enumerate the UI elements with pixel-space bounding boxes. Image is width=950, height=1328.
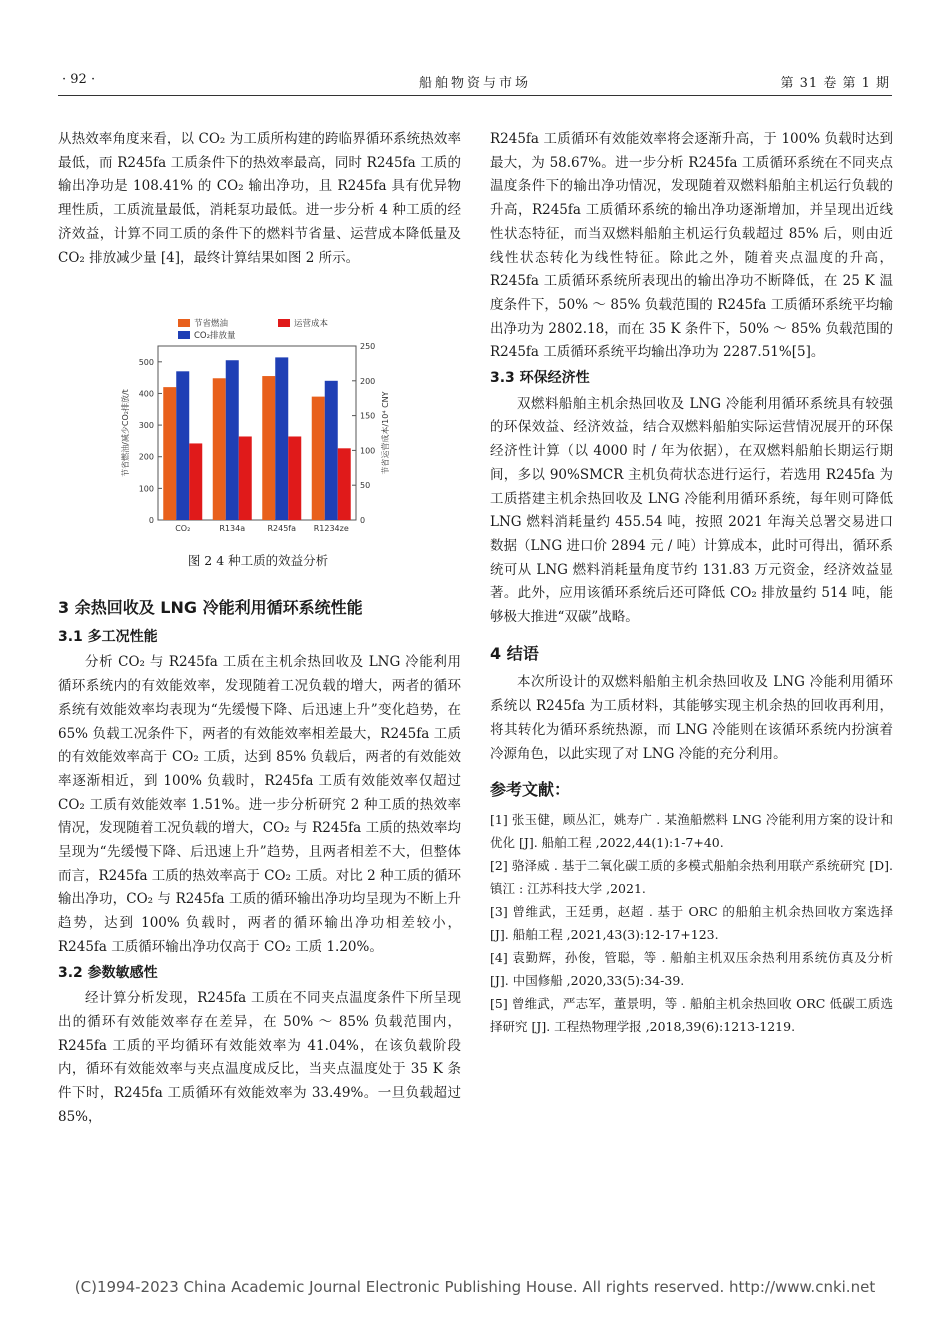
legend-label: 节省燃油 bbox=[194, 319, 229, 329]
legend-label: CO₂排放量 bbox=[194, 331, 236, 341]
y-right-axis-label: 节省运营成本/10⁴ CNY bbox=[381, 391, 390, 475]
reference-item: [4] 袁勤辉，孙俊，管聪，等 . 船舶主机双压余热利用系统仿真及分析 [J]. 中国修船 ,2020,33(5):34-39. bbox=[490, 949, 893, 988]
section-4-paragraph: 本次所设计的双燃料船舶主机余热回收及 LNG 冷能利用循环系统以 R245fa 为工质材料，其能够实现主机余热的回收再利用，将其转化为循环系统热源，而 LNG 冷能则在该循环系统内扮演着冷源角色，以此实现了对 LNG 冷能的充分利用。 bbox=[490, 674, 893, 762]
x-tick-label: R1234ze bbox=[313, 524, 349, 533]
y-left-tick-label: 400 bbox=[138, 389, 154, 399]
y-left-tick-label: 0 bbox=[148, 516, 154, 525]
section-3-1-title: 3.1 多工况性能 bbox=[58, 628, 158, 645]
y-left-tick-label: 500 bbox=[138, 357, 154, 367]
y-right-tick-label: 250 bbox=[360, 342, 376, 351]
right-column bbox=[490, 128, 893, 1038]
reference-item: [1] 张玉健，顾丛汇，姚寿广 . 某渔船燃料 LNG 冷能利用方案的设计和优化 [J]. 船舶工程 ,2022,44(1):1-7+40. bbox=[490, 811, 893, 850]
bar-CO₂排放量-R134a bbox=[226, 360, 239, 520]
section-3-3-paragraph: 双燃料船舶主机余热回收及 LNG 冷能利用循环系统具有较强的环保效益、经济效益，结合双燃料船舶实际运营情况展开的环保经济性计算（以 4000 时 / 年为依据），在双燃料船舶长期运行期间，多以 90%SMCR 主机负荷状态进行运行，若选用 R245fa 为工质搭建主机余热回收及 LNG 冷能利用循环系统，每年则可降低 LNG 燃料消耗量约 455.54 吨，按照 2021 年海关总署交易进口数据（LNG 进口价 2894 元 / 吨）计算成本，此时可得出，循环系统可从 LNG 燃料消耗量角度节约 131.83 万元资金，经济效益显著。此外，应用该循环系统后还可降低 CO₂ 排放量约 514 吨，能够极大推进“双碳”战略。 bbox=[490, 395, 893, 626]
benefit-chart bbox=[108, 312, 438, 542]
y-right-tick-label: 50 bbox=[360, 481, 371, 491]
y-left-tick-label: 200 bbox=[138, 452, 154, 462]
bar-节省燃油-CO₂ bbox=[163, 387, 176, 520]
bar-运营成本-R134a bbox=[239, 436, 252, 520]
y-right-tick-label: 0 bbox=[360, 516, 366, 525]
y-left-axis-label: 节省燃油/减少CO₂排放/t bbox=[121, 389, 130, 477]
legend-swatch bbox=[178, 331, 190, 339]
section-3-3-title: 3.3 环保经济性 bbox=[490, 370, 590, 387]
bar-运营成本-R245fa bbox=[288, 436, 301, 520]
section-3-2-paragraph: 经计算分析发现，R245fa 工质在不同夹点温度条件下所呈现出的循环有效能效率存在差异，在 50% ～ 85% 负载范围内，R245fa 工质的平均循环有效能效率为 41.04%，在该负载阶段内，循环有效能效率与夹点温度成反比，当夹点温度处于 35 K 条件下时，R245fa 工质循环有效能效率为 33.49%。一旦负载超过 85%， bbox=[58, 990, 461, 1125]
section-3-1-paragraph: 分析 CO₂ 与 R245fa 工质在主机余热回收及 LNG 冷能利用循环系统内的有效能效率，发现随着工况负载的增大，两者的循环系统有效能效率均表现为“先缓慢下降、后迅速上升”变化趋势，在 65% 负载工况条件下，两者的有效能效率相差最大，R245fa 工质的有效能效率高于 CO₂ 工质，达到 85% 负载后，两者的有效能效率逐渐相近，到 100% 负载时，R245fa 工质有效能效率仅超过 CO₂ 工质有效能效率 1.51%。进一步分析研究 2 种工质的热效率情况，发现随着工况负载的增大，CO₂ 与 R245fa 工质的热效率均呈现为“先缓慢下降、后迅速上升”趋势，且两者相差不大，但整体而言，R245fa 工质的热效率高于 CO₂ 工质。对比 2 种工质的循环输出净功，CO₂ 与 R245fa 工质的循环输出净功均呈现为不断上升趋势，达到 100% 负载时，两者的循环输出净功相差较小，R245fa 工质循环输出净功仅高于 CO₂ 工质 1.20%。 bbox=[58, 654, 461, 955]
x-tick-label: R134a bbox=[219, 524, 246, 533]
section-3-2-title: 3.2 参数敏感性 bbox=[58, 964, 158, 981]
bar-节省燃油-R1234ze bbox=[312, 397, 325, 520]
y-right-tick-label: 100 bbox=[360, 446, 376, 456]
x-tick-label: R245fa bbox=[267, 524, 297, 533]
journal-title: 船舶物资与市场 bbox=[418, 76, 531, 91]
reference-item: [3] 曾维武，王廷勇，赵超 . 基于 ORC 的船舶主机余热回收方案选择 [J]. 船舶工程 ,2021,43(3):12-17+123. bbox=[490, 903, 893, 942]
reference-item: [2] 骆泽威 . 基于二氧化碳工质的多模式船舶余热利用联产系统研究 [D]. 镇江 : 江苏科技大学 ,2021. bbox=[490, 857, 893, 896]
left-column-top bbox=[58, 128, 461, 270]
bar-运营成本-R1234ze bbox=[338, 448, 351, 520]
reference-item: [5] 曾维武，严志军，董景明，等 . 船舶主机余热回收 ORC 低碳工质选择研究 [J]. 工程热物理学报 ,2018,39(6):1213-1219. bbox=[490, 995, 893, 1034]
section-4-title: 4 结语 bbox=[490, 643, 539, 663]
intro-paragraph: 从热效率角度来看，以 CO₂ 为工质所构建的跨临界循环系统热效率最低，而 R245fa 工质条件下的热效率最高，同时 R245fa 工质的输出净功是 108.41% 的 CO₂ 输出净功，且 R245fa 具有优异物理性质，工质流量最低，消耗泵功最低。进一步分析 4 种工质的经济效益，计算不同工质的条件下的燃料节省量、运营成本降低量及 CO₂ 排放减少量 [4]，最终计算结果如图 2 所示。 bbox=[58, 131, 461, 266]
bar-CO₂排放量-CO₂ bbox=[176, 371, 189, 520]
copyright-footer: (C)1994-2023 China Academic Journal Electronic Publishing House. All rights reserved. http://www.cnki.net bbox=[74, 1278, 876, 1296]
y-left-tick-label: 100 bbox=[138, 484, 154, 494]
y-right-tick-label: 150 bbox=[360, 411, 376, 421]
issue-label: 第 31 卷 第 1 期 bbox=[780, 76, 890, 91]
bar-节省燃油-R134a bbox=[213, 378, 226, 520]
reference-list bbox=[490, 808, 893, 1038]
y-right-tick-label: 200 bbox=[360, 376, 376, 386]
references-title: 参考文献： bbox=[490, 780, 571, 800]
page-number: · 92 · bbox=[62, 72, 96, 87]
bar-节省燃油-R245fa bbox=[262, 376, 275, 520]
y-left-tick-label: 300 bbox=[138, 421, 154, 431]
legend-label: 运营成本 bbox=[294, 319, 329, 329]
legend-swatch bbox=[278, 319, 290, 327]
section-3-title: 3 余热回收及 LNG 冷能利用循环系统性能 bbox=[58, 598, 363, 617]
legend-swatch bbox=[178, 319, 190, 327]
x-tick-label: CO₂ bbox=[175, 524, 191, 533]
bar-CO₂排放量-R1234ze bbox=[325, 381, 338, 520]
left-column-bottom bbox=[58, 584, 461, 1129]
figure-caption: 图 2 4 种工质的效益分析 bbox=[187, 553, 329, 568]
section-3-2-continued: R245fa 工质循环有效能效率将会逐渐升高，于 100% 负载时达到最大，为 58.67%。进一步分析 R245fa 工质循环系统在不同夹点温度条件下的输出净功情况，发现随着双燃料船舶主机运行负载的升高，R245fa 工质循环系统的输出净功逐渐增加，并呈现出近线性状态特征，而当双燃料船舶主机运行负载超过 85% 后，则由近线性状态转化为线性特征。除此之外，随着夹点温度的升高，R245fa 工质循环系统所表现出的输出净功不断降低，在 25 K 温度条件下，50% ～ 85% 负载范围的 R245fa 工质循环系统平均输出净功为 2802.18，而在 35 K 条件下，50% ～ 85% 负载范围的 R245fa 工质循环系统平均输出净功为 2287.51%[5]。 bbox=[490, 131, 893, 361]
header-rule bbox=[58, 95, 892, 96]
bar-CO₂排放量-R245fa bbox=[275, 357, 288, 520]
bar-运营成本-CO₂ bbox=[189, 443, 202, 520]
